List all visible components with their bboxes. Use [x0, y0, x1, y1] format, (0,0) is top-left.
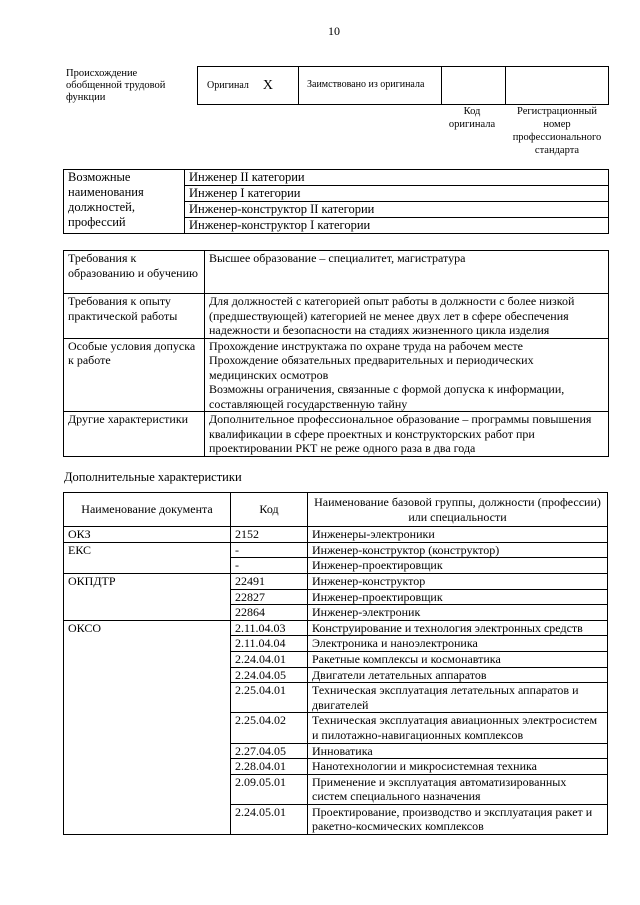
table-row [64, 542, 608, 558]
code-cell: 2.24.05.01 [231, 804, 308, 834]
possible-names-label: Возможные наименования должностей, профессий [64, 170, 185, 234]
table-row [64, 527, 608, 543]
name-cell: Техническая эксплуатация летательных аппаратов и двигателей [308, 683, 608, 713]
code-cell: 2.25.04.01 [231, 683, 308, 713]
code-cell: - [231, 558, 308, 574]
education-label: Требования к образованию и обучению [64, 251, 205, 294]
possible-name-item: Инженер-конструктор II категории [185, 202, 608, 218]
doc-cell: ОКЗ [64, 527, 231, 543]
origin-label: Происхождение обобщенной трудовой функции [66, 68, 166, 103]
name-cell: Применение и эксплуатация автоматизированных систем специального назначения [308, 774, 608, 804]
admission-label: Особые условия допуска к работе [64, 338, 205, 412]
code-cell: 22864 [231, 605, 308, 621]
doc-cell: ЕКС [64, 542, 231, 573]
code-cell: 22491 [231, 573, 308, 589]
name-cell: Инженер-электроник [308, 605, 608, 621]
requirements-table [63, 250, 609, 457]
name-cell: Техническая эксплуатация авиационных электросистем и пилотажно-навигационных комплексов [308, 713, 608, 743]
other-label: Другие характеристики [64, 412, 205, 457]
table-row [64, 620, 608, 636]
other-value: Дополнительное профессиональное образование – программы повышения квалификации в сфере проектных и конструкторских работ при проектировании РКТ не реже одного раза в два года [205, 412, 609, 457]
borrowed-label: Заимствовано из оригинала [307, 79, 425, 90]
code-cell: 2.11.04.03 [231, 620, 308, 636]
code-original-caption: Код оригинала [448, 106, 496, 130]
name-cell: Инженер-проектировщик [308, 558, 608, 574]
reg-number-cell [505, 67, 608, 104]
education-value: Высшее образование – специалитет, магистратура [205, 251, 609, 294]
original-cell [198, 67, 298, 104]
name-cell: Ракетные комплексы и космонавтика [308, 651, 608, 667]
possible-names-list [185, 170, 609, 234]
name-cell: Инженер-конструктор [308, 573, 608, 589]
code-original-cell [441, 67, 505, 104]
code-cell: 2152 [231, 527, 308, 543]
name-cell: Инженер-проектировщик [308, 589, 608, 605]
doc-cell: ОКПДТР [64, 573, 231, 620]
doc-cell: ОКСО [64, 620, 231, 834]
code-cell: 22827 [231, 589, 308, 605]
possible-name-item: Инженер-конструктор I категории [189, 218, 371, 232]
code-cell: 2.27.04.05 [231, 743, 308, 759]
page-number: 10 [328, 24, 340, 38]
name-cell: Инноватика [308, 743, 608, 759]
name-cell: Инженеры-электроники [308, 527, 608, 543]
name-cell: Электроника и наноэлектроника [308, 636, 608, 652]
experience-value: Для должностей с категорией опыт работы в должности с более низкой (предшествующей) категорией не менее двух лет в сфере обеспечения надежности и безопасности на стадиях жизненного цикла изделия [205, 294, 609, 339]
code-cell: 2.24.04.05 [231, 667, 308, 683]
name-cell: Проектирование, производство и эксплуатация ракет и ракетно-космических комплексов [308, 804, 608, 834]
name-cell: Двигатели летательных аппаратов [308, 667, 608, 683]
extra-title: Дополнительные характеристики [64, 470, 242, 484]
origin-row [197, 66, 609, 105]
name-cell: Нанотехнологии и микросистемная техника [308, 759, 608, 775]
header-name: Наименование базовой группы, должности (профессии) или специальности [308, 493, 608, 527]
possible-name-item: Инженер II категории [185, 170, 608, 186]
borrowed-cell [298, 67, 441, 104]
original-label: Оригинал [207, 80, 249, 91]
name-cell: Конструирование и технология электронных средств [308, 620, 608, 636]
reg-number-caption: Регистрационный номер профессионального стандарта [512, 106, 602, 156]
experience-label: Требования к опыту практической работы [64, 294, 205, 339]
code-cell: 2.25.04.02 [231, 713, 308, 743]
original-mark: X [262, 77, 274, 93]
code-cell: - [231, 542, 308, 558]
code-cell: 2.09.05.01 [231, 774, 308, 804]
code-cell: 2.24.04.01 [231, 651, 308, 667]
possible-name-item: Инженер I категории [185, 186, 608, 202]
table-row [64, 573, 608, 589]
extra-table [63, 492, 608, 835]
name-cell: Инженер-конструктор (конструктор) [308, 542, 608, 558]
possible-names-table [63, 169, 609, 234]
header-doc: Наименование документа [64, 493, 231, 527]
header-code: Код [231, 493, 308, 527]
code-cell: 2.28.04.01 [231, 759, 308, 775]
admission-value: Прохождение инструктажа по охране труда на рабочем месте Прохождение обязательных предварительных и периодических медицинских осмотров Возможны ограничения, связанные с формой допуска к информации, составляющей государственную тайну [205, 338, 609, 412]
code-cell: 2.11.04.04 [231, 636, 308, 652]
